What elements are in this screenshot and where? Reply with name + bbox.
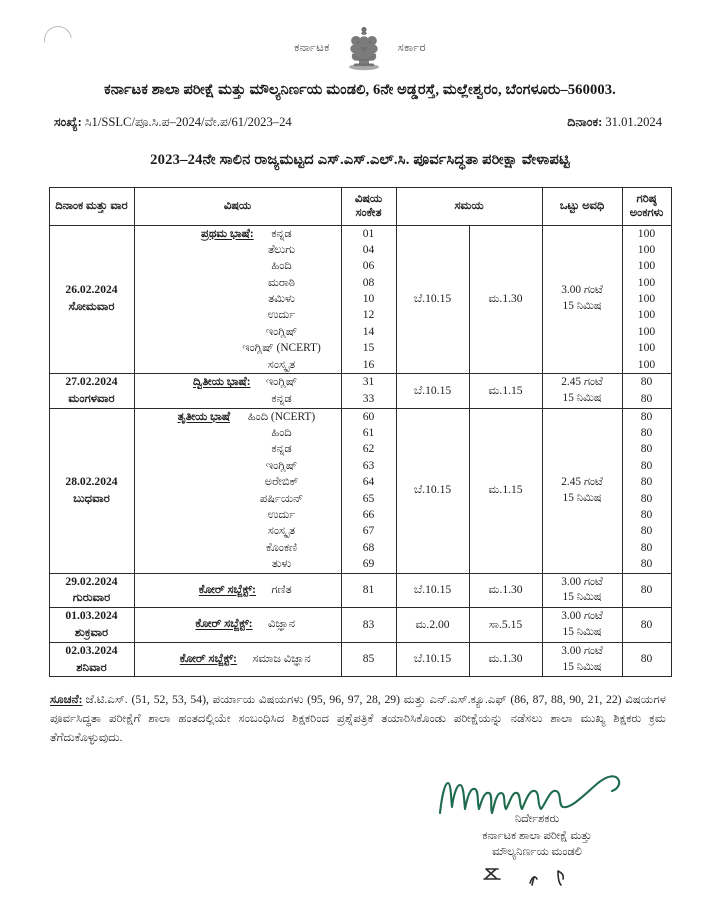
- subject-name: ಹಿಂದಿ: [271, 427, 292, 439]
- office-seal-marks: [412, 863, 662, 893]
- header-date: ದಿನಾಂಕ ಮತ್ತು ವಾರ: [49, 188, 134, 226]
- footnote: [50, 691, 666, 748]
- subject-code: 63: [362, 458, 375, 472]
- organisation-address-line: ಕರ್ನಾಟಕ ಶಾಲಾ ಪರೀಕ್ಷೆ ಮತ್ತು ಮೌಲ್ಯನಿರ್ಣಯ ಮಂಡಲಿ, 6ನೇ ಅಡ್ಡರಸ್ತೆ, ಮಲ್ಲೇಶ್ವರಂ, ಬೆಂಗಳೂರು–560003.: [104, 82, 616, 98]
- subject-entry: [135, 307, 341, 323]
- subject-code: 08: [362, 275, 375, 289]
- max-marks-value: 80: [640, 442, 653, 456]
- subject-name: ಇಂಗ್ಲಿಷ್: [265, 376, 298, 389]
- cell-end-time: ಮ.1.15: [469, 408, 542, 573]
- header-duration: ಒಟ್ಟು ಅವಧಿ: [542, 188, 622, 226]
- table-row: [49, 225, 671, 374]
- header-subject: ವಿಷಯ: [134, 188, 341, 226]
- cell-subjects: [134, 642, 341, 677]
- subject-list: [135, 226, 341, 374]
- max-marks-value: 80: [640, 475, 653, 489]
- footnote-label: ಸೂಚನೆ:: [50, 693, 83, 707]
- cell-exam-date: [49, 642, 134, 677]
- cell-subject-codes: [341, 374, 396, 409]
- subject-entry: [135, 357, 341, 373]
- subject-name: ಕೊಂಕಣಿ: [265, 541, 298, 554]
- reference-number: [54, 115, 292, 130]
- subject-entry: [135, 652, 341, 667]
- max-marks-value: 80: [640, 391, 653, 405]
- duration-minutes: 15 ನಿಮಿಷ: [562, 300, 602, 313]
- government-emblem-row: [40, 0, 680, 74]
- max-marks-value: 100: [637, 357, 656, 371]
- header-subject-code: ವಿಷಯ ಸಂಕೇತ: [341, 188, 396, 226]
- cell-duration: [542, 225, 622, 374]
- max-marks-value: 80: [640, 507, 653, 521]
- subject-code: 81: [362, 583, 375, 597]
- cell-subjects: [134, 374, 341, 409]
- max-marks-value: 80: [640, 524, 653, 538]
- subject-entry: [135, 374, 341, 390]
- exam-date: 02.03.2024: [65, 643, 118, 657]
- max-marks-value: 80: [640, 540, 653, 554]
- subject-code: 61: [362, 426, 375, 439]
- signatory-designation: ನಿರ್ದೇಶಕರು: [514, 813, 560, 826]
- cell-exam-date: [49, 225, 134, 374]
- subject-group-label: ಕೋರ್ ಸಬ್ಜೆಕ್ಟ್:: [179, 653, 237, 665]
- cell-exam-date: [49, 573, 134, 608]
- max-marks-value: 80: [640, 426, 653, 439]
- exam-date: 26.02.2024: [65, 283, 118, 297]
- subject-entry: [135, 425, 341, 441]
- cell-duration: [542, 642, 622, 677]
- cell-subject-codes: [341, 573, 396, 608]
- subject-entry: [135, 391, 341, 407]
- subject-entry: [135, 583, 341, 598]
- document-date-value: 31.01.2024: [605, 115, 662, 129]
- cell-subjects: [134, 573, 341, 608]
- duration-hours: 3.00 ಗಂಟೆ: [561, 284, 603, 297]
- exam-weekday: ಶನಿವಾರ: [76, 660, 107, 674]
- subject-entry: [135, 458, 341, 474]
- exam-weekday: ಸೋಮವಾರ: [68, 300, 115, 314]
- subject-group-label: ತೃತೀಯ ಭಾಷೆ: [177, 410, 231, 423]
- govt-label-left: ಕರ್ನಾಟಕ: [294, 41, 330, 54]
- table-row: [49, 408, 671, 573]
- cell-duration: [542, 573, 622, 608]
- max-marks-value: 80: [640, 583, 653, 597]
- subject-name: ಉರ್ದು: [267, 309, 296, 322]
- max-marks-value: 80: [640, 652, 653, 666]
- exam-weekday: ಶುಕ್ರವಾರ: [74, 625, 109, 639]
- subject-entry: [135, 507, 341, 523]
- subject-code: 01: [362, 226, 375, 240]
- table-row: [49, 374, 671, 409]
- subject-code: 12: [362, 308, 375, 322]
- cell-duration: [542, 408, 622, 573]
- cell-end-time: ಮ.1.30: [469, 225, 542, 374]
- exam-date: 29.02.2024: [65, 574, 118, 588]
- subject-entry: [135, 258, 341, 274]
- max-marks-value: 80: [640, 491, 653, 505]
- duration-hours: 3.00 ಗಂಟೆ: [561, 644, 603, 657]
- subject-code: 66: [362, 507, 375, 521]
- duration-minutes: 15 ನಿಮಿಷ: [562, 391, 602, 404]
- subject-group-label: ಕೋರ್ ಸಬ್ಜೆಕ್ಟ್:: [195, 618, 253, 631]
- subject-name: ಪರ್ಷಿಯನ್: [259, 492, 304, 505]
- subject-entry: [135, 324, 341, 340]
- subject-code: 10: [362, 292, 375, 306]
- cell-max-marks: [622, 573, 671, 608]
- subject-code: 04: [362, 242, 375, 256]
- subject-name: ಕನ್ನಡ: [271, 392, 292, 405]
- cell-subject-codes: [341, 608, 396, 643]
- table-row: [49, 608, 671, 643]
- subject-code: 06: [362, 259, 375, 273]
- max-marks-value: 80: [640, 409, 653, 423]
- cell-start-time: ಬೆ.10.15: [396, 408, 469, 573]
- subject-code: 62: [362, 442, 375, 456]
- cell-duration: [542, 374, 622, 409]
- signatory-office-line-2: ಮೌಲ್ಯನಿರ್ಣಯ ಮಂಡಲಿ: [492, 846, 582, 859]
- govt-label-right: ಸರ್ಕಾರ: [397, 41, 426, 54]
- subject-code: 67: [362, 524, 375, 538]
- subject-name: ಅರೇಬಿಕ್: [264, 476, 299, 489]
- max-marks-value: 100: [637, 341, 656, 355]
- cell-start-time: ಬೆ.10.15: [396, 642, 469, 677]
- subject-entry: [135, 474, 341, 490]
- signatory-office-line-1: ಕರ್ನಾಟಕ ಶಾಲಾ ಪರೀಕ್ಷೆ ಮತ್ತು: [482, 829, 592, 842]
- subject-name: ಇಂಗ್ಲಿಷ್: [265, 459, 298, 472]
- signature-block: [412, 773, 662, 893]
- page-title: 2023–24ನೇ ಸಾಲಿನ ರಾಜ್ಯಮಟ್ಟದ ಎಸ್.ಎಸ್.ಎಲ್.ಸಿ. ಪೂರ್ವಸಿದ್ಧತಾ ಪರೀಕ್ಷಾ ವೇಳಾಪಟ್ಟಿ: [150, 152, 570, 168]
- subject-name: ಸಂಸ್ಕೃತ: [267, 358, 296, 371]
- max-marks-value: 100: [637, 292, 656, 306]
- subject-name: ಉರ್ದು: [267, 508, 296, 521]
- cell-max-marks: [622, 225, 671, 374]
- duration-hours: 3.00 ಗಂಟೆ: [561, 610, 603, 623]
- subject-code: 31: [362, 375, 375, 389]
- cell-exam-date: [49, 408, 134, 573]
- exam-weekday: ಗುರುವಾರ: [72, 591, 111, 605]
- subject-list: [135, 583, 341, 598]
- subject-name: ಮರಾಠಿ: [268, 276, 295, 289]
- cell-subjects: [134, 225, 341, 374]
- subject-name: ಇಂಗ್ಲಿಷ್ (NCERT): [242, 342, 321, 355]
- cell-max-marks: [622, 408, 671, 573]
- cell-duration: [542, 608, 622, 643]
- cell-subject-codes: [341, 642, 396, 677]
- subject-code: 83: [362, 617, 375, 631]
- table-row: [49, 573, 671, 608]
- subject-entry: [135, 523, 341, 539]
- cell-exam-date: [49, 608, 134, 643]
- cell-subjects: [134, 608, 341, 643]
- subject-name: ತಮಿಳು: [268, 293, 295, 306]
- cell-exam-date: [49, 374, 134, 409]
- cell-start-time: ಬೆ.10.15: [396, 374, 469, 409]
- subject-name: ಹಿಂದಿ: [271, 260, 292, 273]
- subject-code: 69: [362, 557, 375, 571]
- subject-entry: [135, 291, 341, 307]
- duration-minutes: 15 ನಿಮಿಷ: [562, 591, 602, 604]
- table-body: [49, 225, 671, 677]
- subject-entry: [135, 340, 341, 356]
- subject-name: ತುಳು: [271, 558, 292, 571]
- cell-start-time: ಬೆ.10.15: [396, 225, 469, 374]
- karnataka-state-emblem-icon: [336, 23, 392, 73]
- subject-code: 85: [362, 652, 375, 666]
- cell-max-marks: [622, 642, 671, 677]
- subject-code: 60: [362, 409, 375, 423]
- header-max-marks: ಗರಿಷ್ಠ ಅಂಕಗಳು: [622, 188, 671, 226]
- cell-end-time: ಮ.1.30: [469, 573, 542, 608]
- subject-group-label: ಪ್ರಥಮ ಭಾಷೆ:: [201, 227, 254, 240]
- max-marks-value: 80: [640, 375, 653, 389]
- cell-max-marks: [622, 608, 671, 643]
- subject-name: ಸಮಾಜ ವಿಜ್ಞಾನ: [252, 653, 311, 665]
- subject-entry: [135, 617, 341, 632]
- document-date: [567, 115, 662, 130]
- duration-minutes: 15 ನಿಮಿಷ: [562, 660, 602, 673]
- subject-name: ಹಿಂದಿ (NCERT): [247, 410, 316, 423]
- exam-weekday: ಬುಧವಾರ: [73, 491, 110, 505]
- subject-group-label: ದ್ವಿತೀಯ ಭಾಷೆ:: [192, 376, 251, 389]
- header-time: ಸಮಯ: [396, 188, 542, 226]
- subject-entry: [135, 275, 341, 291]
- cell-start-time: ಮ.2.00: [396, 608, 469, 643]
- duration-hours: 2.45 ಗಂಟೆ: [561, 475, 603, 488]
- subject-list: [135, 617, 341, 632]
- cell-subjects: [134, 408, 341, 573]
- cell-end-time: ಮ.1.15: [469, 374, 542, 409]
- subject-list: [135, 652, 341, 667]
- subject-code: 14: [362, 324, 375, 338]
- subject-name: ವಿಜ್ಞಾನ: [268, 618, 295, 631]
- cell-subject-codes: [341, 408, 396, 573]
- subject-code: 68: [362, 540, 375, 554]
- subject-name: ಕನ್ನಡ: [271, 227, 292, 240]
- subject-list: [135, 374, 341, 407]
- exam-timetable: [49, 187, 672, 677]
- subject-code: 33: [362, 391, 375, 405]
- subject-entry: [135, 441, 341, 457]
- subject-code: 64: [362, 475, 375, 489]
- subject-code: 16: [362, 357, 375, 371]
- max-marks-value: 80: [640, 458, 653, 472]
- duration-minutes: 15 ನಿಮಿಷ: [562, 625, 602, 638]
- exam-date: 01.03.2024: [65, 609, 118, 623]
- subject-name: ಕನ್ನಡ: [271, 443, 292, 456]
- reference-number-label: ಸಂಖ್ಯೆ:: [54, 115, 82, 129]
- subject-entry: [135, 540, 341, 556]
- exam-date: 27.02.2024: [65, 375, 118, 389]
- subject-entry: [135, 556, 341, 572]
- reference-number-value: ಸಿ1/SSLC/ಪೂ.ಸಿ.ಪ–2024/ವೇ.ಪ/61/2023–24: [84, 115, 292, 129]
- reference-row: [40, 115, 680, 130]
- cell-end-time: ಸಾ.5.15: [469, 608, 542, 643]
- subject-code: 15: [362, 341, 375, 355]
- subject-name: ಇಂಗ್ಲಿಷ್: [265, 325, 298, 338]
- duration-hours: 2.45 ಗಂಟೆ: [561, 376, 603, 388]
- subject-code: 65: [362, 491, 375, 505]
- subject-name: ಗಣಿತ: [271, 583, 292, 596]
- max-marks-value: 100: [637, 308, 656, 322]
- subject-name: ತೆಲುಗು: [268, 243, 295, 256]
- max-marks-value: 100: [637, 259, 656, 273]
- max-marks-value: 80: [640, 557, 653, 571]
- handwritten-signature: [412, 773, 662, 817]
- duration-minutes: 15 ನಿಮಿಷ: [562, 491, 602, 504]
- footnote-text: ಜೆ.ಟಿ.ಎಸ್. (51, 52, 53, 54), ಪರ್ಯಾಯ ವಿಷಯಗಳು (95, 96, 97, 28, 29) ಮತ್ತು ಎನ್.ಎಸ್.ಕ್ಯೂ.ಎಫ್ (86, 87, 88, 90, 21, 22) ವಿಷಯಗಳ ಪೂರ್ವಸಿದ್ಧತಾ ಪರೀಕ್ಷೆಗೆ ಶಾಲಾ ಹಂತದಲ್ಲಿಯೇ ಸಂಬಂಧಿಸಿದ ಶಿಕ್ಷಕರಿಂದ ಪ್ರಶ್ನೆಪತ್ರಿಕೆ ತಯಾರಿಸಿಕೊಂಡು ಪರೀಕ್ಷೆಯನ್ನು ನಡೆಸಲು ಶಾಲಾ ಮುಖ್ಯ ಶಿಕ್ಷಕರು ಕ್ರಮ ತೆಗೆದುಕೊಳ್ಳುವುದು.: [50, 693, 666, 745]
- exam-weekday: ಮಂಗಳವಾರ: [68, 391, 115, 405]
- subject-entry: [135, 242, 341, 258]
- subject-list: [135, 409, 341, 573]
- subject-entry: [135, 491, 341, 507]
- max-marks-value: 100: [637, 242, 656, 256]
- cell-subject-codes: [341, 225, 396, 374]
- max-marks-value: 100: [637, 275, 656, 289]
- cell-max-marks: [622, 374, 671, 409]
- cell-start-time: ಬೆ.10.15: [396, 573, 469, 608]
- document-date-label: ದಿನಾಂಕ:: [567, 115, 603, 129]
- subject-entry: [135, 226, 341, 242]
- table-row: [49, 642, 671, 677]
- max-marks-value: 100: [637, 226, 656, 240]
- max-marks-value: 80: [640, 617, 653, 631]
- max-marks-value: 100: [637, 324, 656, 338]
- duration-hours: 3.00 ಗಂಟೆ: [561, 575, 603, 588]
- subject-name: ಸಂಸ್ಕೃತ: [267, 525, 296, 538]
- table-header-row: [49, 188, 671, 226]
- subject-group-label: ಕೋರ್ ಸಬ್ಜೆಕ್ಟ್:: [198, 583, 256, 596]
- subject-entry: [135, 409, 341, 425]
- cell-end-time: ಮ.1.30: [469, 642, 542, 677]
- exam-date: 28.02.2024: [65, 474, 118, 488]
